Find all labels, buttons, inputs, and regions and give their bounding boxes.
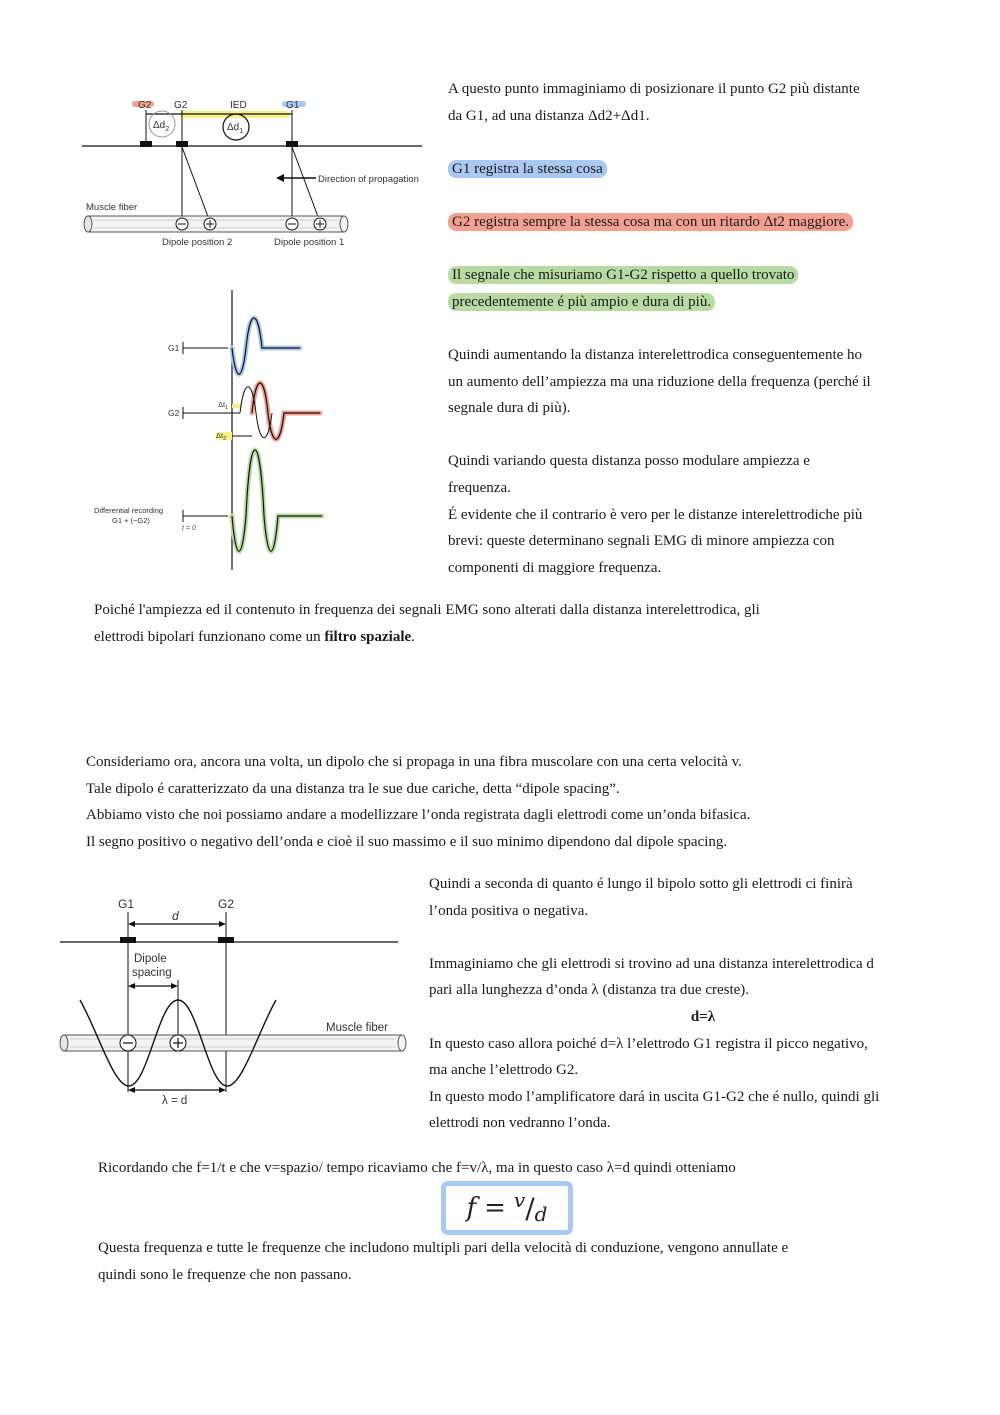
label-fig3-g1: G1 [118, 897, 135, 911]
label-fig3-g2: G2 [218, 897, 235, 911]
label-fig3-dipole: Dipole [134, 953, 167, 965]
formula-f: f [466, 1193, 477, 1223]
paragraph-frequencies-cancelled: Questa frequenza e tutte le frequenze che includono multipli pari della velocità di conduzione, vengono annullate e quindi sono le frequenze che non passano. [98, 1240, 789, 1283]
paragraph-g2-records: G2 registra sempre la stessa cosa ma con un ritardo Δt2 maggiore. [448, 209, 968, 236]
label-g2-top: G2 [138, 100, 152, 111]
paragraph-increasing-distance: Quindi aumentando la distanza interelettrodica conseguentemente ho un aumento dell’ampiezza ma una riduzione della frequenza (perché il segnale dura di più). [448, 346, 871, 417]
paragraph-g1-records: G1 registra la stessa cosa [448, 156, 968, 183]
label-differential-1: Differential recording [94, 506, 164, 515]
label-fig3-spacing: spacing [132, 967, 172, 979]
term-spatial-filter: filtro spaziale [324, 628, 412, 645]
label-dt1: $\Delta t_1$ [218, 400, 229, 411]
paragraph-spatial-filter: Poiché l'ampiezza ed il contenuto in frequenza dei segnali EMG sono alterati dalla distanza interelettrodica, gli elettrodi bipolari funzionano come un filtro spaziale. [94, 602, 760, 645]
label-fig3-d: d [172, 909, 179, 923]
label-fig3-lambda: λ = d [162, 1095, 188, 1107]
label-g2: G2 [174, 100, 188, 111]
formula-box [441, 1181, 573, 1235]
label-t0: t = 0 [182, 525, 196, 532]
label-dipole-position-2: Dipole position 2 [162, 237, 233, 248]
label-fig3-muscle: Muscle fiber [326, 1022, 388, 1034]
paragraph-signal-measured: Il segnale che misuriamo G1-G2 rispetto a quello trovato precedentemente é più ampio e dura di più. [448, 262, 968, 315]
paragraph-bipole-length: Quindi a seconda di quanto é lungo il bipolo sotto gli elettrodi ci finirà l’onda positiva o negativa. [429, 876, 853, 919]
paragraph-frequency-derivation: Ricordando che f=1/t e che v=spazio/ tempo ricaviamo che f=v/λ, ma in questo caso λ=d quindi otteniamo [98, 1160, 736, 1176]
figure-dipole-positions [80, 92, 430, 257]
paragraph-varying-distance: Quindi variando questa distanza posso modulare ampiezza e frequenza. É evidente che il contrario è vero per le distanze interelettrodiche più brevi: queste determinano segnali EMG di minore ampiezza con componenti di maggiore frequenza. [448, 453, 863, 576]
formula-v: v [513, 1188, 526, 1212]
paragraph-dipole-spacing: Consideriamo ora, ancora una volta, un dipolo che si propaga in una fibra muscolare con una certa velocità v. Tale dipolo é caratterizzato da una distanza tra le sue due cariche, detta “dipole spacing”. Abbiamo visto che noi possiamo andare a modellizzare l’onda registrata dagli elettrodi come un’onda bifasica. Il segno positivo o negativo dell’onda e cioè il suo massimo e il suo minimo dipendono dal dipole spacing. [86, 754, 751, 850]
formula-equals: = [484, 1193, 506, 1223]
paragraph-electrode-distance: Immaginiamo che gli elettrodi si trovino ad una distanza interelettrodica d pari alla lunghezza d’onda λ (distanza tra due creste). d=λ [429, 951, 969, 1031]
formula-d: d [534, 1202, 548, 1226]
label-ied: IED [230, 100, 247, 111]
label-direction: Direction of propagation [318, 174, 419, 185]
figure-waveforms [90, 288, 340, 573]
label-dd1: $\Delta d_1$ [227, 122, 244, 135]
equation-d-lambda: d=λ [690, 1008, 716, 1025]
label-dipole-position-1: Dipole position 1 [274, 237, 345, 248]
label-wave-g1: G1 [168, 343, 180, 353]
label-g1: G1 [286, 100, 300, 111]
label-muscle-fiber: Muscle fiber [86, 202, 138, 213]
label-differential-2: G1 + (−G2) [112, 516, 150, 525]
formula-slash: / [525, 1191, 535, 1225]
right-column-text-2 [429, 871, 969, 1137]
label-wave-g2: G2 [168, 408, 180, 418]
paragraph-g2-position: A questo punto immaginiamo di posizionare il punto G2 più distante da G1, ad una distanza Δd2+Δd1. [448, 81, 860, 124]
paragraph-null-output: In questo caso allora poiché d=λ l’elettrodo G1 registra il picco negativo, ma anche l’elettrodo G2. In questo modo l’amplificatore dará in uscita G1-G2 che é nullo, quindi gli elettrodi non vedranno l’onda. [429, 1035, 880, 1132]
figure-dipole-spacing [58, 892, 410, 1112]
right-column-text [448, 76, 968, 581]
label-dt2: $\Delta t_2$ [216, 431, 227, 442]
label-dd2: $\Delta d_2$ [153, 120, 170, 133]
